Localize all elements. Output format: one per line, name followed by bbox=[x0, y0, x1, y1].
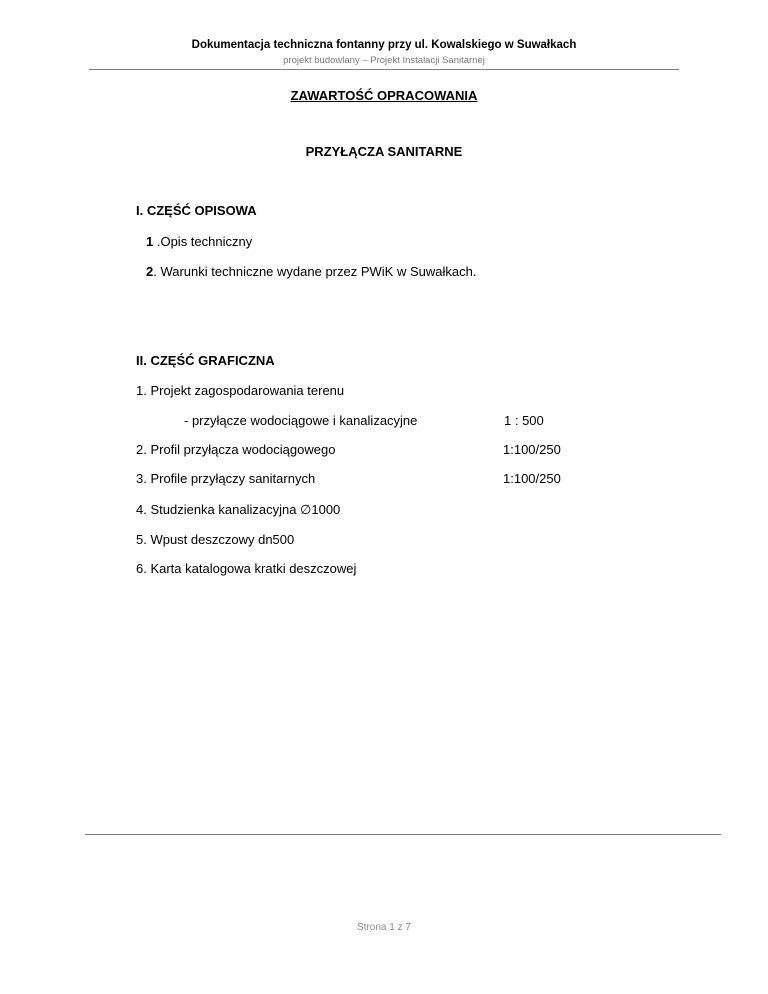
item-number: 2 bbox=[146, 264, 154, 279]
list-item-text: 5. Wpust deszczowy dn500 bbox=[136, 532, 295, 547]
list-item-scale: 1:100/250 bbox=[503, 471, 561, 486]
list-item bbox=[146, 234, 252, 249]
list-item-text: 4. Studzienka kanalizacyjna ∅1000 bbox=[136, 502, 341, 517]
list-item-scale: 1:100/250 bbox=[503, 442, 561, 457]
list-item-text: 3. Profile przyłączy sanitarnych bbox=[136, 471, 316, 486]
list-item bbox=[146, 264, 476, 279]
item-number: 1 bbox=[146, 234, 154, 249]
part1-title: I. CZĘŚĆ OPISOWA bbox=[136, 203, 257, 218]
main-heading: ZAWARTOŚĆ OPRACOWANIA bbox=[290, 88, 478, 103]
list-item-text: 2. Profil przyłącza wodociągowego bbox=[136, 442, 336, 457]
sub-heading: PRZYŁĄCZA SANITARNE bbox=[305, 144, 463, 159]
footer-divider bbox=[85, 834, 721, 835]
page-separator: z bbox=[397, 922, 403, 933]
list-item-scale: 1 : 500 bbox=[504, 413, 544, 428]
page-total: 7 bbox=[405, 922, 411, 933]
header-divider bbox=[89, 69, 679, 70]
header-title: Dokumentacja techniczna fontanny przy ul. Kowalskiego w Suwałkach bbox=[191, 39, 577, 51]
list-item-text: 6. Karta katalogowa kratki deszczowej bbox=[136, 561, 357, 576]
list-item-text: 1. Projekt zagospodarowania terenu bbox=[136, 383, 345, 398]
page-number bbox=[0, 922, 768, 933]
list-item-text: - przyłącze wodociągowe i kanalizacyjne bbox=[184, 413, 418, 428]
item-text: . Warunki techniczne wydane przez PWiK w Suwałkach. bbox=[153, 264, 477, 279]
part2-title: II. CZĘŚĆ GRAFICZNA bbox=[136, 353, 275, 368]
item-text: .Opis techniczny bbox=[153, 234, 253, 249]
header-subtitle: projekt budowlany – Projekt Instalacji Sanitarnej bbox=[283, 55, 485, 66]
page-label: Strona bbox=[357, 922, 387, 933]
page-current: 1 bbox=[389, 922, 395, 933]
